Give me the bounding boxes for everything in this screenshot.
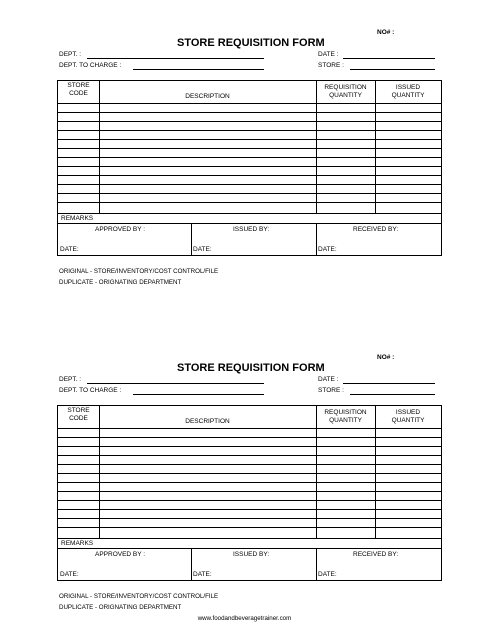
table-row[interactable] [58, 193, 441, 194]
remarks-label: REMARKS [61, 540, 94, 547]
no-label: NO# : [377, 29, 395, 36]
col-header-description: DESCRIPTION [185, 418, 230, 425]
requisition-form-2 [0, 325, 489, 625]
col-header-issued-quantity: ISSUED QUANTITY [391, 409, 425, 424]
form-title: STORE REQUISITION FORM [177, 37, 325, 49]
approved-by-label: APPROVED BY : [95, 551, 146, 558]
footer-url: www.foodandbeveragetrainer.com [197, 615, 292, 622]
items-table [57, 405, 442, 581]
table-row[interactable] [58, 157, 441, 158]
store-field[interactable] [350, 394, 435, 395]
col-header-requisition-quantity: REQUISITION QUANTITY [324, 409, 367, 424]
store-label: STORE : [318, 387, 344, 394]
table-row[interactable] [58, 437, 441, 438]
store-label: STORE : [318, 62, 344, 69]
table-row[interactable] [58, 473, 441, 474]
header-divider [58, 103, 441, 104]
requisition-form-1 [0, 0, 489, 300]
sig-col-divider [191, 548, 192, 580]
col-header-description: DESCRIPTION [185, 93, 230, 100]
date-field[interactable] [343, 58, 435, 59]
table-row[interactable] [58, 491, 441, 492]
approved-by-label: APPROVED BY : [95, 226, 146, 233]
issued-date-label: DATE: [193, 571, 212, 578]
table-row[interactable] [58, 500, 441, 501]
signature-divider [58, 548, 441, 549]
table-row[interactable] [58, 139, 441, 140]
sig-col-divider [191, 223, 192, 255]
issued-by-label: ISSUED BY: [233, 551, 270, 558]
table-row[interactable] [58, 509, 441, 510]
no-label: NO# : [377, 354, 395, 361]
store-field[interactable] [350, 69, 435, 70]
date-field[interactable] [343, 383, 435, 384]
items-table [57, 80, 442, 256]
remarks-label: REMARKS [61, 215, 94, 222]
table-row[interactable] [58, 518, 441, 519]
duplicate-note: DUPLICATE - ORIGNATING DEPARTMENT [59, 279, 182, 286]
received-date-label: DATE: [318, 571, 337, 578]
original-note: ORIGINAL - STORE/INVENTORY/COST CONTROL/FILE [59, 268, 219, 275]
form-title: STORE REQUISITION FORM [177, 362, 325, 374]
received-by-label: RECEIVED BY: [353, 226, 399, 233]
dept-to-charge-label: DEPT. TO CHARGE : [59, 387, 122, 394]
dept-to-charge-label: DEPT. TO CHARGE : [59, 62, 122, 69]
dept-field[interactable] [87, 58, 264, 59]
received-date-label: DATE: [318, 246, 337, 253]
table-row[interactable] [58, 464, 441, 465]
table-row[interactable] [58, 166, 441, 167]
issued-by-label: ISSUED BY: [233, 226, 270, 233]
dept-to-charge-field[interactable] [133, 69, 264, 70]
table-row[interactable] [58, 446, 441, 447]
remarks-divider [58, 538, 441, 539]
received-by-label: RECEIVED BY: [353, 551, 399, 558]
table-row[interactable] [58, 121, 441, 122]
duplicate-note: DUPLICATE - ORIGNATING DEPARTMENT [59, 604, 182, 611]
table-row[interactable] [58, 527, 441, 528]
col-header-store-code: STORE CODE [67, 407, 90, 422]
issued-date-label: DATE: [193, 246, 212, 253]
header-divider [58, 428, 441, 429]
sig-col-divider [316, 548, 317, 580]
table-row[interactable] [58, 202, 441, 203]
col-header-store-code: STORE CODE [67, 82, 90, 97]
table-row[interactable] [58, 148, 441, 149]
table-row[interactable] [58, 184, 441, 185]
table-row[interactable] [58, 130, 441, 131]
table-row[interactable] [58, 175, 441, 176]
date-label: DATE : [318, 376, 339, 383]
col-header-requisition-quantity: REQUISITION QUANTITY [324, 84, 367, 99]
approved-date-label: DATE: [60, 246, 79, 253]
date-label: DATE : [318, 51, 339, 58]
approved-date-label: DATE: [60, 571, 79, 578]
col-header-issued-quantity: ISSUED QUANTITY [391, 84, 425, 99]
original-note: ORIGINAL - STORE/INVENTORY/COST CONTROL/FILE [59, 593, 219, 600]
table-row[interactable] [58, 482, 441, 483]
remarks-divider [58, 213, 441, 214]
table-row[interactable] [58, 112, 441, 113]
dept-to-charge-field[interactable] [133, 394, 264, 395]
sig-col-divider [316, 223, 317, 255]
table-row[interactable] [58, 455, 441, 456]
dept-field[interactable] [87, 383, 264, 384]
dept-label: DEPT. : [59, 51, 82, 58]
signature-divider [58, 223, 441, 224]
dept-label: DEPT. : [59, 376, 82, 383]
